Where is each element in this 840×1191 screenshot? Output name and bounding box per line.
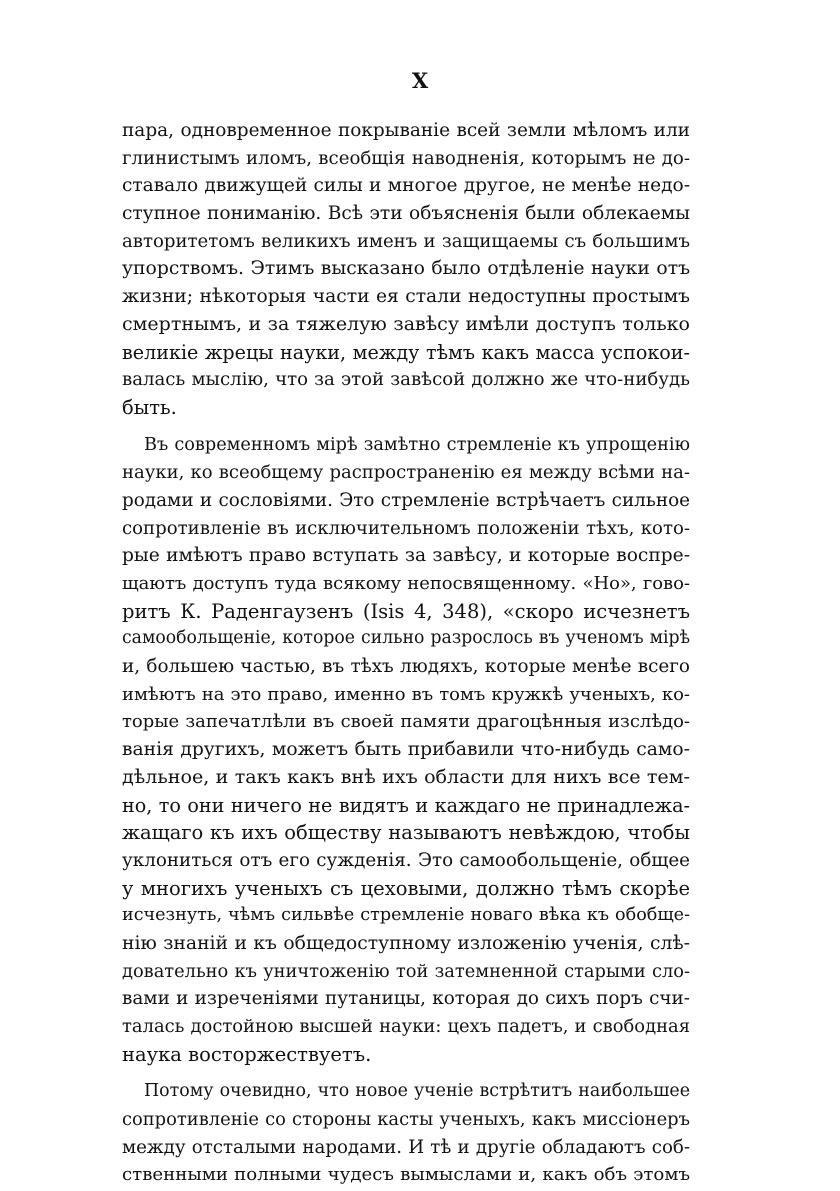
text-line: торые запечатлѣли въ своей памяти драгоцѣнныя изслѣдо- — [122, 711, 690, 733]
text-line: наука восторжествуетъ. — [122, 1042, 372, 1066]
text-line: у многихъ ученыхъ съ цеховыми, должно тѣмъ скорѣе — [122, 876, 690, 900]
text-line: ственными полными чудесъ вымыслами и, какъ объ этомъ — [122, 1164, 690, 1186]
text-line: вами и изреченiями путаницы, которая до сихъ поръ счи- — [122, 988, 690, 1010]
text-line: жащаго къ ихъ обществу называютъ невѣждою, чтобы — [122, 821, 690, 845]
paragraph-gap — [122, 422, 690, 432]
text-line: ступное пониманiю. Всѣ эти объясненiя были облекаемы — [122, 203, 690, 225]
text-line: довательно къ уничтоженiю той затемненной старыми сло- — [122, 960, 690, 982]
text-line: глинистымъ иломъ, всеобщiя наводненiя, которымъ не до- — [122, 147, 690, 169]
text-line: самообольщенiе, которое сильно разрослось въ ученомъ мiрѣ — [122, 628, 690, 649]
text-line: Въ современномъ мiрѣ замѣтно стремленiе къ упрощенiю — [144, 434, 690, 455]
text-line: ритъ К. Раденгаузенъ (Isis 4, 348), «скоро исчезнетъ — [122, 599, 690, 623]
text-line: имѣютъ на это право, именно въ томъ кружкѣ ученыхъ, ко- — [122, 683, 690, 705]
paragraph-2 — [122, 432, 690, 1069]
text-line: пара, одновременное покрыванiе всей земли мѣломъ или — [122, 120, 690, 141]
paragraph-1 — [122, 117, 690, 422]
text-line: Потому очевидно, что новое ученiе встрѣтитъ наибольшее — [144, 1081, 690, 1102]
text-line: валась мыслiю, что за этой завѣсой должно же что-нибудь — [122, 369, 690, 391]
page-text — [122, 117, 690, 1189]
text-line: быть. — [122, 395, 177, 419]
text-line: великiе жрецы науки, между тѣмъ какъ масса успокои- — [122, 340, 690, 364]
text-line: но, то они ничего не видятъ и каждаго не принадлежа- — [122, 793, 690, 817]
text-line: ставало движущей силы и многое другое, не менѣе недо- — [122, 175, 690, 197]
text-line: родами и сословiями. Это стремленiе встрѣчаетъ сильное — [122, 489, 690, 511]
paragraph-3 — [122, 1078, 690, 1189]
text-line: щаютъ доступъ туда всякому непосвященному. «Но», гово- — [122, 573, 690, 594]
text-line: нiю знанiй и къ общедоступному изложенiю ученiя, слѣ- — [122, 932, 690, 954]
text-line: между отсталыми народами. И тѣ и другiе обладаютъ соб- — [122, 1136, 690, 1158]
text-line: жизни; нѣкоторыя части ея стали недоступны простымъ — [122, 286, 690, 308]
text-line: сопротивленiе въ исключительномъ положенiи тѣхъ, кото- — [122, 517, 690, 539]
text-line: исчезнуть, чѣмъ сильвѣе стремленiе новаго вѣка къ обобще- — [122, 905, 690, 926]
text-line: дѣльное, и такъ какъ внѣ ихъ области для нихъ все тем- — [122, 765, 690, 788]
paragraph-gap — [122, 1068, 690, 1078]
text-line: науки, ко всеобщему распространенiю ея между всѣми на- — [122, 462, 690, 484]
text-line: и, большею частью, въ тѣхъ людяхъ, которые менѣе всего — [122, 656, 690, 678]
text-line: смертнымъ, и за тяжелую завѣсу имѣли доступъ только — [122, 312, 690, 335]
page-number: X — [411, 68, 429, 93]
text-line: рые имѣютъ право вступать за завѣсу, и которые воспре- — [122, 545, 690, 567]
text-line: авторитетомъ великихъ именъ и защищаемы съ большимъ — [122, 230, 690, 252]
text-line: талась достойною высшей науки: цехъ падетъ, и свободная — [122, 1016, 690, 1037]
text-line: сопротивленiе со стороны касты ученыхъ, какъ миссiонеръ — [122, 1109, 690, 1131]
text-line: ванiя другихъ, можетъ быть прибавили что-нибудь само- — [122, 739, 690, 761]
text-line: уклониться отъ его сужденiя. Это самообольщенiе, общее — [122, 849, 690, 871]
text-line: упорствомъ. Этимъ высказано было отдѣленiе науки отъ — [122, 258, 690, 280]
